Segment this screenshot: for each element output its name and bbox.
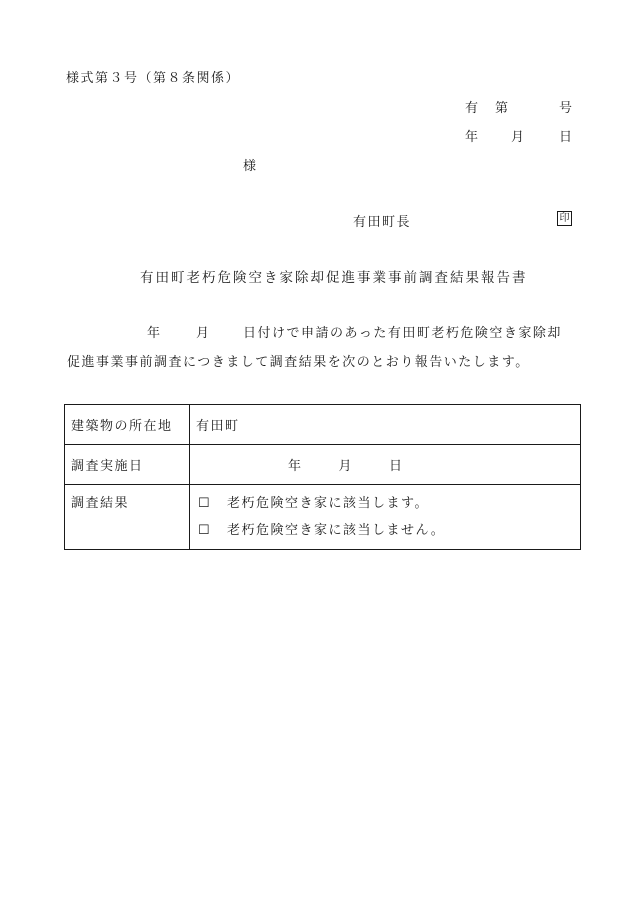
document-title: 有田町老朽危険空き家除却促進事業事前調査結果報告書 xyxy=(140,270,528,286)
survey-day: 日 xyxy=(389,459,404,474)
body-month: 月 xyxy=(196,326,211,341)
table-row xyxy=(65,445,581,485)
recipient-suffix: 様 xyxy=(243,159,258,174)
reference-go: 号 xyxy=(559,101,574,116)
checkbox-icon[interactable]: ☐ xyxy=(198,496,212,511)
body-line1: 日付けで申請のあった有田町老朽危険空き家除却 xyxy=(243,326,562,341)
survey-month: 月 xyxy=(338,459,354,474)
reference-dai: 第 xyxy=(495,101,510,116)
result-options xyxy=(190,485,581,550)
location-value: 有田町 xyxy=(190,405,581,445)
form-number: 様式第３号（第８条関係） xyxy=(66,71,241,86)
issue-year: 年 xyxy=(465,130,480,145)
reference-prefix: 有 xyxy=(465,101,480,116)
survey-date-label: 調査実施日 xyxy=(65,445,190,485)
issuer-name: 有田町長 xyxy=(353,215,412,230)
option-text: 老朽危険空き家に該当しません。 xyxy=(227,523,446,538)
result-label: 調査結果 xyxy=(65,485,190,550)
table-row xyxy=(65,405,581,445)
survey-year: 年 xyxy=(288,459,303,474)
body-year: 年 xyxy=(147,326,162,341)
issue-month: 月 xyxy=(511,130,526,145)
seal-char: 印 xyxy=(559,212,570,224)
survey-date-value xyxy=(190,445,581,485)
location-label: 建築物の所在地 xyxy=(65,405,190,445)
table-row xyxy=(65,485,581,550)
report-table xyxy=(64,404,581,550)
checkbox-icon[interactable]: ☐ xyxy=(198,523,212,538)
result-option-applicable[interactable] xyxy=(196,490,574,517)
body-line2: 促進事業事前調査につきまして調査結果を次のとおり報告いたします。 xyxy=(67,355,530,370)
issue-day: 日 xyxy=(559,130,574,145)
option-text: 老朽危険空き家に該当します。 xyxy=(227,496,429,511)
seal-icon xyxy=(557,211,572,226)
result-option-not-applicable[interactable] xyxy=(196,517,574,544)
